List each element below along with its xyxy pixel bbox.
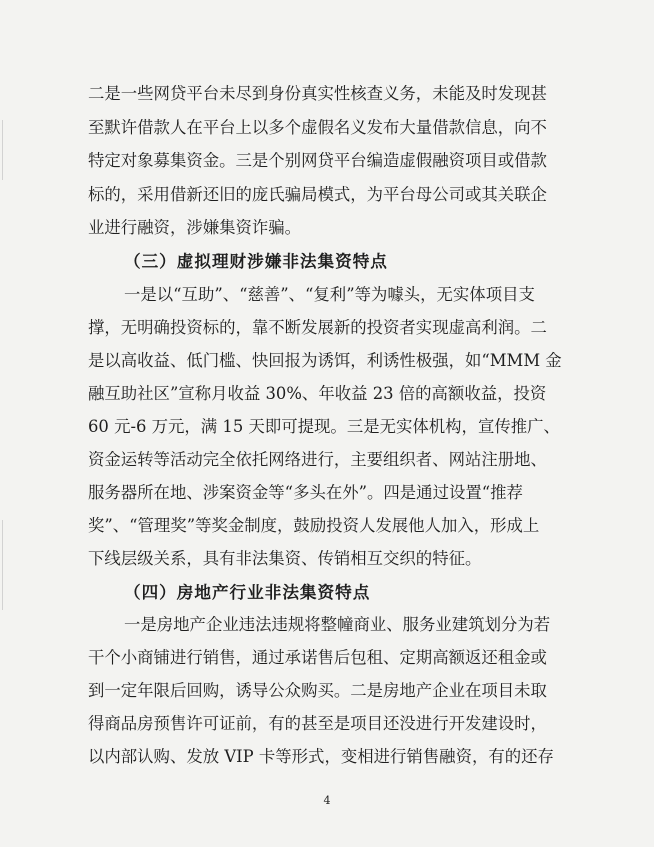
scan-edge-mark <box>2 120 3 180</box>
paragraph-line: 得商品房预售许可证前，有的甚至是项目还没进行开发建设时， <box>88 714 547 733</box>
page-number: 4 <box>323 794 331 807</box>
section-heading-real-estate: （四）房地产行业非法集资特点 <box>124 582 371 602</box>
paragraph-line: 标的，采用借新还旧的庞氏骗局模式，为平台母公司或其关联企 <box>88 185 547 204</box>
paragraph-line: 服务器所在地、涉案资金等“多头在外”。四是通过设置“推荐 <box>88 483 523 502</box>
paragraph-line: 至默许借款人在平台上以多个虚假名义发布大量借款信息，向不 <box>88 118 547 137</box>
scan-edge-mark <box>2 520 3 610</box>
section-heading-virtual-finance: （三）虚拟理财涉嫌非法集资特点 <box>124 251 388 271</box>
paragraph-line: 一是房地产企业违法违规将整幢商业、服务业建筑划分为若 <box>124 615 551 634</box>
paragraph-line: 是以高收益、低门槛、快回报为诱饵，利诱性极强，如“MMM 金 <box>88 351 562 370</box>
paragraph-line: 一是以“互助”、“慈善”、“复利”等为噱头，无实体项目支 <box>124 285 535 304</box>
paragraph-line: 奖”、“管理奖”等奖金制度，鼓励投资人发展他人加入，形成上 <box>88 516 540 535</box>
paragraph-line: 以内部认购、发放 VIP 卡等形式，变相进行销售融资，有的还存 <box>88 747 554 766</box>
paragraph-line: 到一定年限后回购，诱导公众购买。二是房地产企业在项目未取 <box>88 681 547 700</box>
paragraph-line: 撑，无明确投资标的，靠不断发展新的投资者实现虚高利润。二 <box>88 318 547 337</box>
paragraph-line: 下线层级关系，具有非法集资、传销相互交织的特征。 <box>88 549 482 568</box>
paragraph-line: 特定对象募集资金。三是个别网贷平台编造虚假融资项目或借款 <box>88 151 547 170</box>
paragraph-line: 干个小商铺进行销售，通过承诺售后包租、定期高额返还租金或 <box>88 648 547 667</box>
paragraph-line: 资金运转等活动完全依托网络进行，主要组织者、网站注册地、 <box>88 450 547 469</box>
paragraph-line: 业进行融资，涉嫌集资诈骗。 <box>88 218 302 237</box>
paragraph-line: 60 元-6 万元，满 15 天即可提现。三是无实体机构，宣传推广、 <box>88 417 560 436</box>
paragraph-line: 二是一些网贷平台未尽到身份真实性核查义务，未能及时发现甚 <box>88 84 547 103</box>
paragraph-line: 融互助社区”宣称月收益 30%、年收益 23 倍的高额收益，投资 <box>88 384 547 403</box>
